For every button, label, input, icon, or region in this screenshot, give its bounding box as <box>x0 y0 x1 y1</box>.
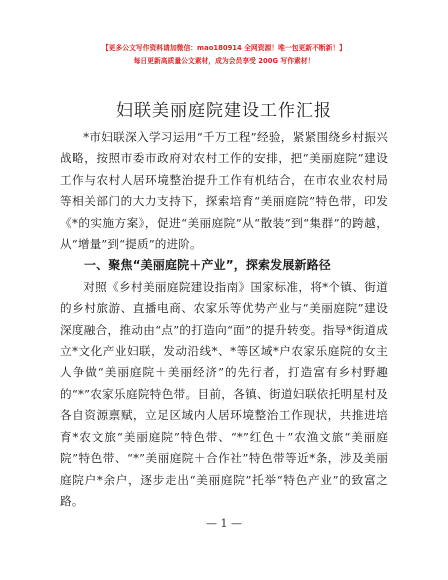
document-title: 妇联美丽庭院建设工作汇报 <box>116 101 332 121</box>
promo-banner-line1: 【更多公文写作资料请加微信：mao180914 全网资源！唯一包更新不断新！】 <box>101 44 347 52</box>
section-heading-1: 一、聚焦“美丽庭院＋产业”，探索发展新路径 <box>84 258 331 273</box>
section-1-paragraph: 对照《乡村美丽庭院建设指南》国家标准，将*个镇、街道的乡村旅游、直播电商、农家乐等优势产业与“美丽庭院”建设深度融合，推动由“点”的打造向“面”的提升转变。指导*街道成立*文化产业妇联，发动沿线*、*等区域*户农家乐庭院的女主人争做“美丽庭院＋美丽经济”的先行者，打造富有乡村野趣的“*”农家乐庭院特色带。目前，各镇、街道妇联依托明星村及各自资源禀赋，立足区域内人居环境整治工作现状，共推进培育*农文旅“美丽庭院”特色带、“*”红色＋”农渔文旅“美丽庭院”特色带、“*”美丽庭院＋合作社”特色带等近*条，涉及美丽庭院户*余户，逐步走出“美丽庭院”托举“特色产业”的致富之路。 <box>60 279 388 508</box>
document-body <box>60 127 388 512</box>
intro-paragraph: *市妇联深入学习运用“千万工程”经验，紧紧围绕乡村振兴战略，按照市委市政府对农村工作的安排，把“美丽庭院”建设工作与农村人居环境整治提升工作有机结合，在市农业农村局等相关部门的大力支持下，探索培育“美丽庭院”特色带，印发《*的实施方案》，促进“美丽庭院”从“散装”到“集群”的跨越，从“增量”到“提质”的进阶。 <box>60 130 388 252</box>
promo-banner-line2: 每日更新高质量公文素材，成为会员享受 200G 写作素材！ <box>133 57 315 65</box>
page-number: — 1 — <box>206 517 242 530</box>
